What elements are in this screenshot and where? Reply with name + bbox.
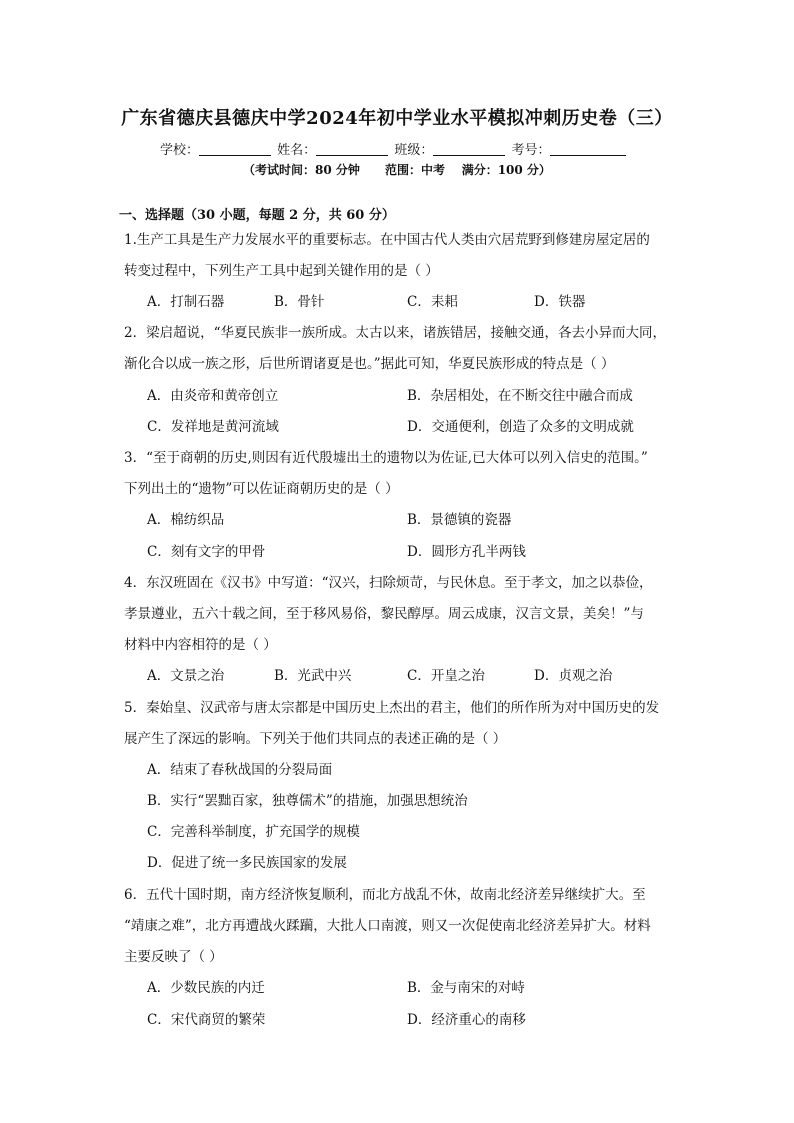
question-1-option-d[interactable]: D．铁器 <box>534 294 586 310</box>
question-4-line-1: 4．东汉班固在《汉书》中写道：“汉兴，扫除烦苛，与民休息。至于孝文，加之以恭俭， <box>124 575 653 591</box>
question-3-line-1: 3．“至于商朝的历史,则因有近代殷墟出土的遗物以为佐证,已大体可以列入信史的范围。” <box>124 450 648 466</box>
question-1-option-b[interactable]: B．骨针 <box>274 294 325 310</box>
question-1-line-2: 转变过程中，下列生产工具中起到关键作用的是（ ） <box>124 263 439 279</box>
question-5-line-1: 5．秦始皇、汉武帝与唐太宗都是中国历史上杰出的君主，他们的所作所为对中国历史的发 <box>124 700 660 716</box>
question-4-option-d[interactable]: D．贞观之治 <box>534 668 613 684</box>
question-4-option-a[interactable]: A．文景之治 <box>147 668 225 684</box>
question-1-option-a[interactable]: A．打制石器 <box>147 294 225 310</box>
student-info-row <box>160 139 628 158</box>
question-6-line-1: 6．五代十国时期，南方经济恢复顺利，而北方战乱不休，故南北经济差异继续扩大。至 <box>124 887 646 903</box>
section-title: 一、选择题（30 小题，每题 2 分，共 60 分） <box>119 208 395 223</box>
question-4-option-b[interactable]: B．光武中兴 <box>274 668 352 684</box>
question-6-line-3: 主要反映了（ ） <box>124 949 223 965</box>
question-4-line-3: 材料中内容相符的是（ ） <box>124 637 277 653</box>
question-1-line-1: 1.生产工具是生产力发展水平的重要标志。在中国古代人类由穴居荒野到修建房屋定居的 <box>124 232 650 248</box>
question-2-option-a[interactable]: A．由炎帝和黄帝创立 <box>147 388 279 404</box>
name-label: 姓名： <box>277 143 317 158</box>
question-5-option-d[interactable]: D．促进了统一多民族国家的发展 <box>147 855 347 871</box>
question-3-option-d[interactable]: D．圆形方孔半两钱 <box>407 544 526 560</box>
question-5-line-2: 展产生了深远的影响。下列关于他们共同点的表述正确的是（ ） <box>124 731 507 747</box>
question-2-line-1: 2．梁启超说，“华夏民族非一族所成。太古以来，诸族错居，接触交通，各去小异而大同， <box>124 325 666 341</box>
school-label: 学校： <box>160 143 200 158</box>
question-3-option-b[interactable]: B．景德镇的瓷器 <box>407 512 512 528</box>
class-label: 班级： <box>394 143 434 158</box>
question-5-option-c[interactable]: C．完善科举制度，扩充国学的规模 <box>147 824 360 840</box>
question-5-option-a[interactable]: A．结束了春秋战国的分裂局面 <box>147 762 333 778</box>
question-3-option-a[interactable]: A．棉纺织品 <box>147 512 225 528</box>
question-6-option-a[interactable]: A．少数民族的内迁 <box>147 980 265 996</box>
question-4-line-2: 孝景遵业，五六十载之间，至于移风易俗，黎民醇厚。周云成康，汉言文景，美矣！”与 <box>124 606 644 622</box>
question-2-line-2: 渐化合以成一族之形，后世所谓诸夏是也。”据此可知，华夏民族形成的特点是（ ） <box>124 356 615 372</box>
question-5-option-b[interactable]: B．实行“罢黜百家，独尊儒术”的措施，加强思想统治 <box>147 793 468 809</box>
question-3-option-c[interactable]: C．刻有文字的甲骨 <box>147 544 266 560</box>
question-1-option-c[interactable]: C．耒耜 <box>407 294 458 310</box>
class-blank[interactable] <box>433 142 505 156</box>
question-2-option-c[interactable]: C．发祥地是黄河流域 <box>147 419 279 435</box>
question-6-option-b[interactable]: B．金与南宋的对峙 <box>407 980 525 996</box>
school-blank[interactable] <box>199 142 271 156</box>
question-2-option-b[interactable]: B．杂居相处，在不断交往中融合而成 <box>407 388 633 404</box>
question-6-option-d[interactable]: D．经济重心的南移 <box>407 1012 526 1028</box>
exam-title: 广东省德庆县德庆中学2024年初中学业水平模拟冲刺历史卷（三） <box>121 108 673 129</box>
question-2-option-d[interactable]: D．交通便利，创造了众多的文明成就 <box>407 419 634 435</box>
question-6-option-c[interactable]: C．宋代商贸的繁荣 <box>147 1012 266 1028</box>
question-6-line-2: “靖康之难”，北方再遭战火蹂躏，大批人口南渡，则又一次促使南北经济差异扩大。材料 <box>124 918 651 934</box>
question-3-line-2: 下列出土的“遗物”可以佐证商朝历史的是（ ） <box>124 481 399 497</box>
number-label: 考号： <box>511 143 551 158</box>
number-blank[interactable] <box>550 142 626 156</box>
name-blank[interactable] <box>316 142 388 156</box>
question-4-option-c[interactable]: C．开皇之治 <box>407 668 485 684</box>
exam-meta: （考试时间：80 分钟 范围：中考 满分：100 分） <box>243 163 551 177</box>
